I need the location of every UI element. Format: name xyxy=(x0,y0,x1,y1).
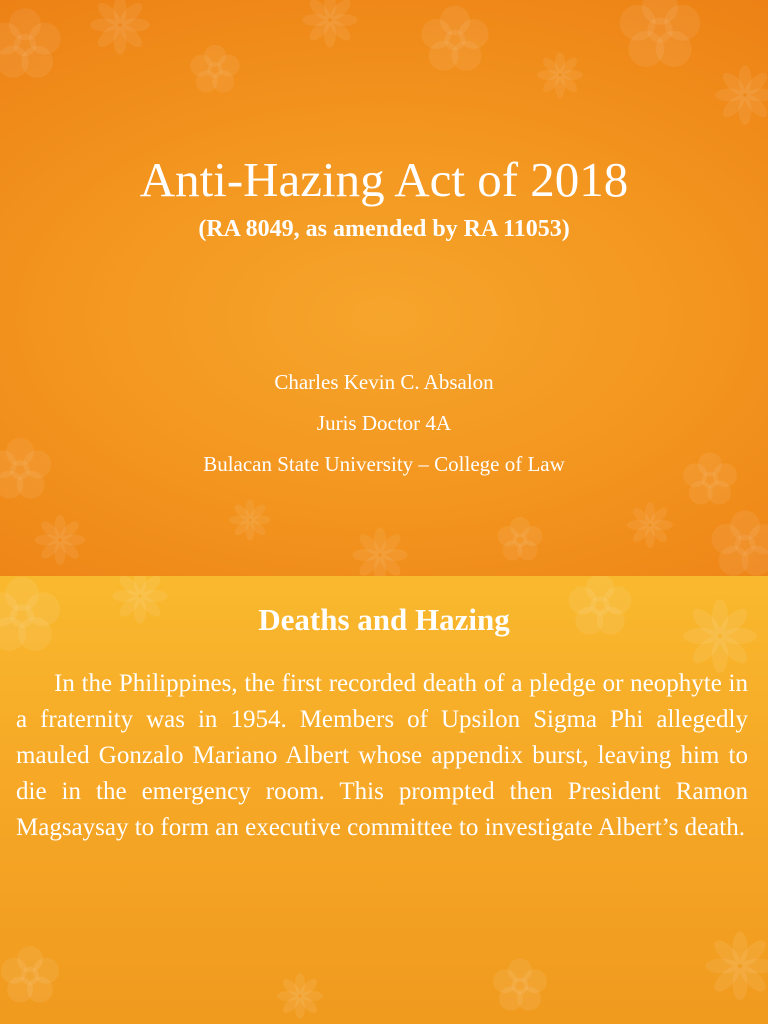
slide-body-text: In the Philippines, the first recorded death of a pledge or neophyte in a fraternity was in 1954. Members of Upsilon Sigma Phi allegedly mauled Gonzalo Mariano Albert whose appendix burst, leaving him to die in the emergency room. This prompted then President Ramon Magsaysay to form an executive committee to investigate Albert’s death. xyxy=(16,670,748,841)
slide-title: Anti-Hazing Act of 2018 xyxy=(139,152,629,207)
slide-title: Deaths and Hazing xyxy=(258,602,510,637)
slide-subtitle: (RA 8049, as amended by RA 11053) xyxy=(198,216,570,242)
author-block xyxy=(0,365,768,488)
author-name: Charles Kevin C. Absalon xyxy=(274,370,494,394)
content-slide xyxy=(0,576,768,1024)
author-institution: Bulacan State University – College of Law xyxy=(203,452,565,476)
author-program: Juris Doctor 4A xyxy=(316,411,452,435)
